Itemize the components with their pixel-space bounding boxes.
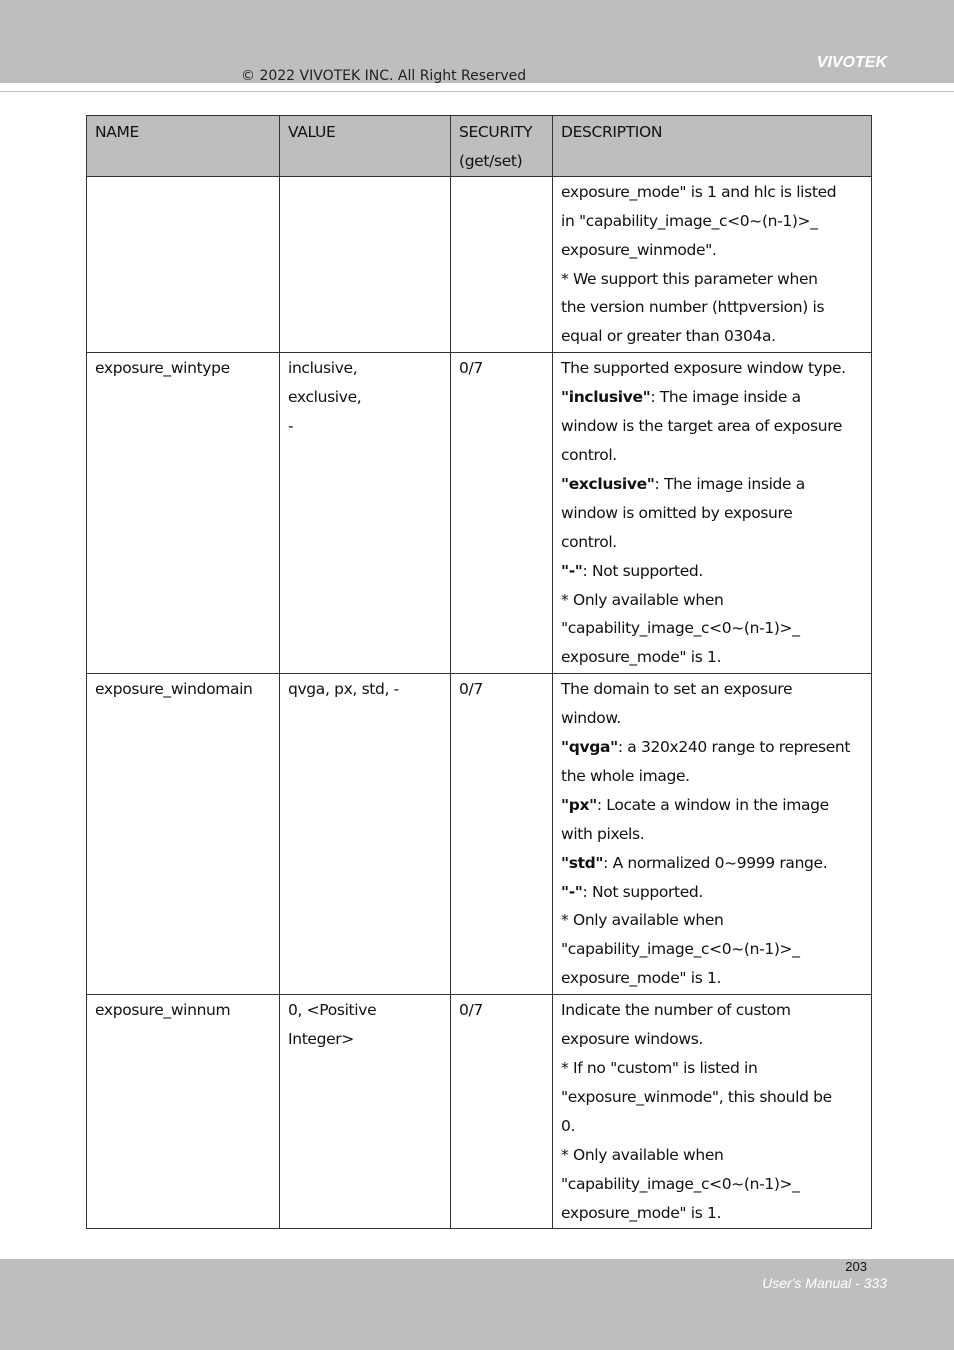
brand-logo-text: VIVOTEK	[816, 54, 887, 71]
cell-security: 0/7	[451, 995, 553, 1229]
cell-description: The domain to set an exposure window. "qvga": a 320x240 range to represent the whole image. "px": Locate a window in the image with pixels. "std": A normalized 0~9999 range. "-": Not supported. * Only available when "capability_image_c<0~(n-1)>_ exposure_mode" is 1.	[553, 674, 872, 995]
cell-name: exposure_wintype	[87, 353, 280, 674]
header-name: NAME	[87, 116, 280, 177]
table-row	[87, 674, 872, 995]
cell-description: The supported exposure window type. "inclusive": The image inside a window is the target area of exposure control. "exclusive": The image inside a window is omitted by exposure control. "-": Not supported. * Only available when "capability_image_c<0~(n-1)>_ exposure_mode" is 1.	[553, 353, 872, 674]
cell-name	[87, 176, 280, 352]
cell-value	[280, 176, 451, 352]
table-row	[87, 995, 872, 1229]
cell-name: exposure_windomain	[87, 674, 280, 995]
cell-security: 0/7	[451, 353, 553, 674]
header-description: DESCRIPTION	[553, 116, 872, 177]
cell-description: exposure_mode" is 1 and hlc is listed in "capability_image_c<0~(n-1)>_ exposure_winmode". * We support this parameter when the version number (httpversion) is equal or greater than 0304a.	[553, 176, 872, 352]
page-number: 203	[845, 1259, 867, 1274]
table-header-row	[87, 116, 872, 177]
cell-security: 0/7	[451, 674, 553, 995]
table-row	[87, 176, 872, 352]
manual-page-label: User's Manual - 333	[762, 1275, 887, 1291]
cell-name: exposure_winnum	[87, 995, 280, 1229]
cell-value: 0, <Positive Integer>	[280, 995, 451, 1229]
table-row	[87, 353, 872, 674]
cell-value: qvga, px, std, -	[280, 674, 451, 995]
header-value: VALUE	[280, 116, 451, 177]
cell-value: inclusive, exclusive, -	[280, 353, 451, 674]
parameter-table	[86, 115, 872, 1229]
footer-band	[0, 1259, 954, 1350]
copyright-notice: © 2022 VIVOTEK INC. All Right Reserved	[241, 68, 527, 84]
header-divider	[0, 91, 954, 92]
cell-description: Indicate the number of custom exposure windows. * If no "custom" is listed in "exposure_winmode", this should be 0. * Only available when "capability_image_c<0~(n-1)>_ exposure_mode" is 1.	[553, 995, 872, 1229]
header-security: SECURITY (get/set)	[451, 116, 553, 177]
cell-security	[451, 176, 553, 352]
